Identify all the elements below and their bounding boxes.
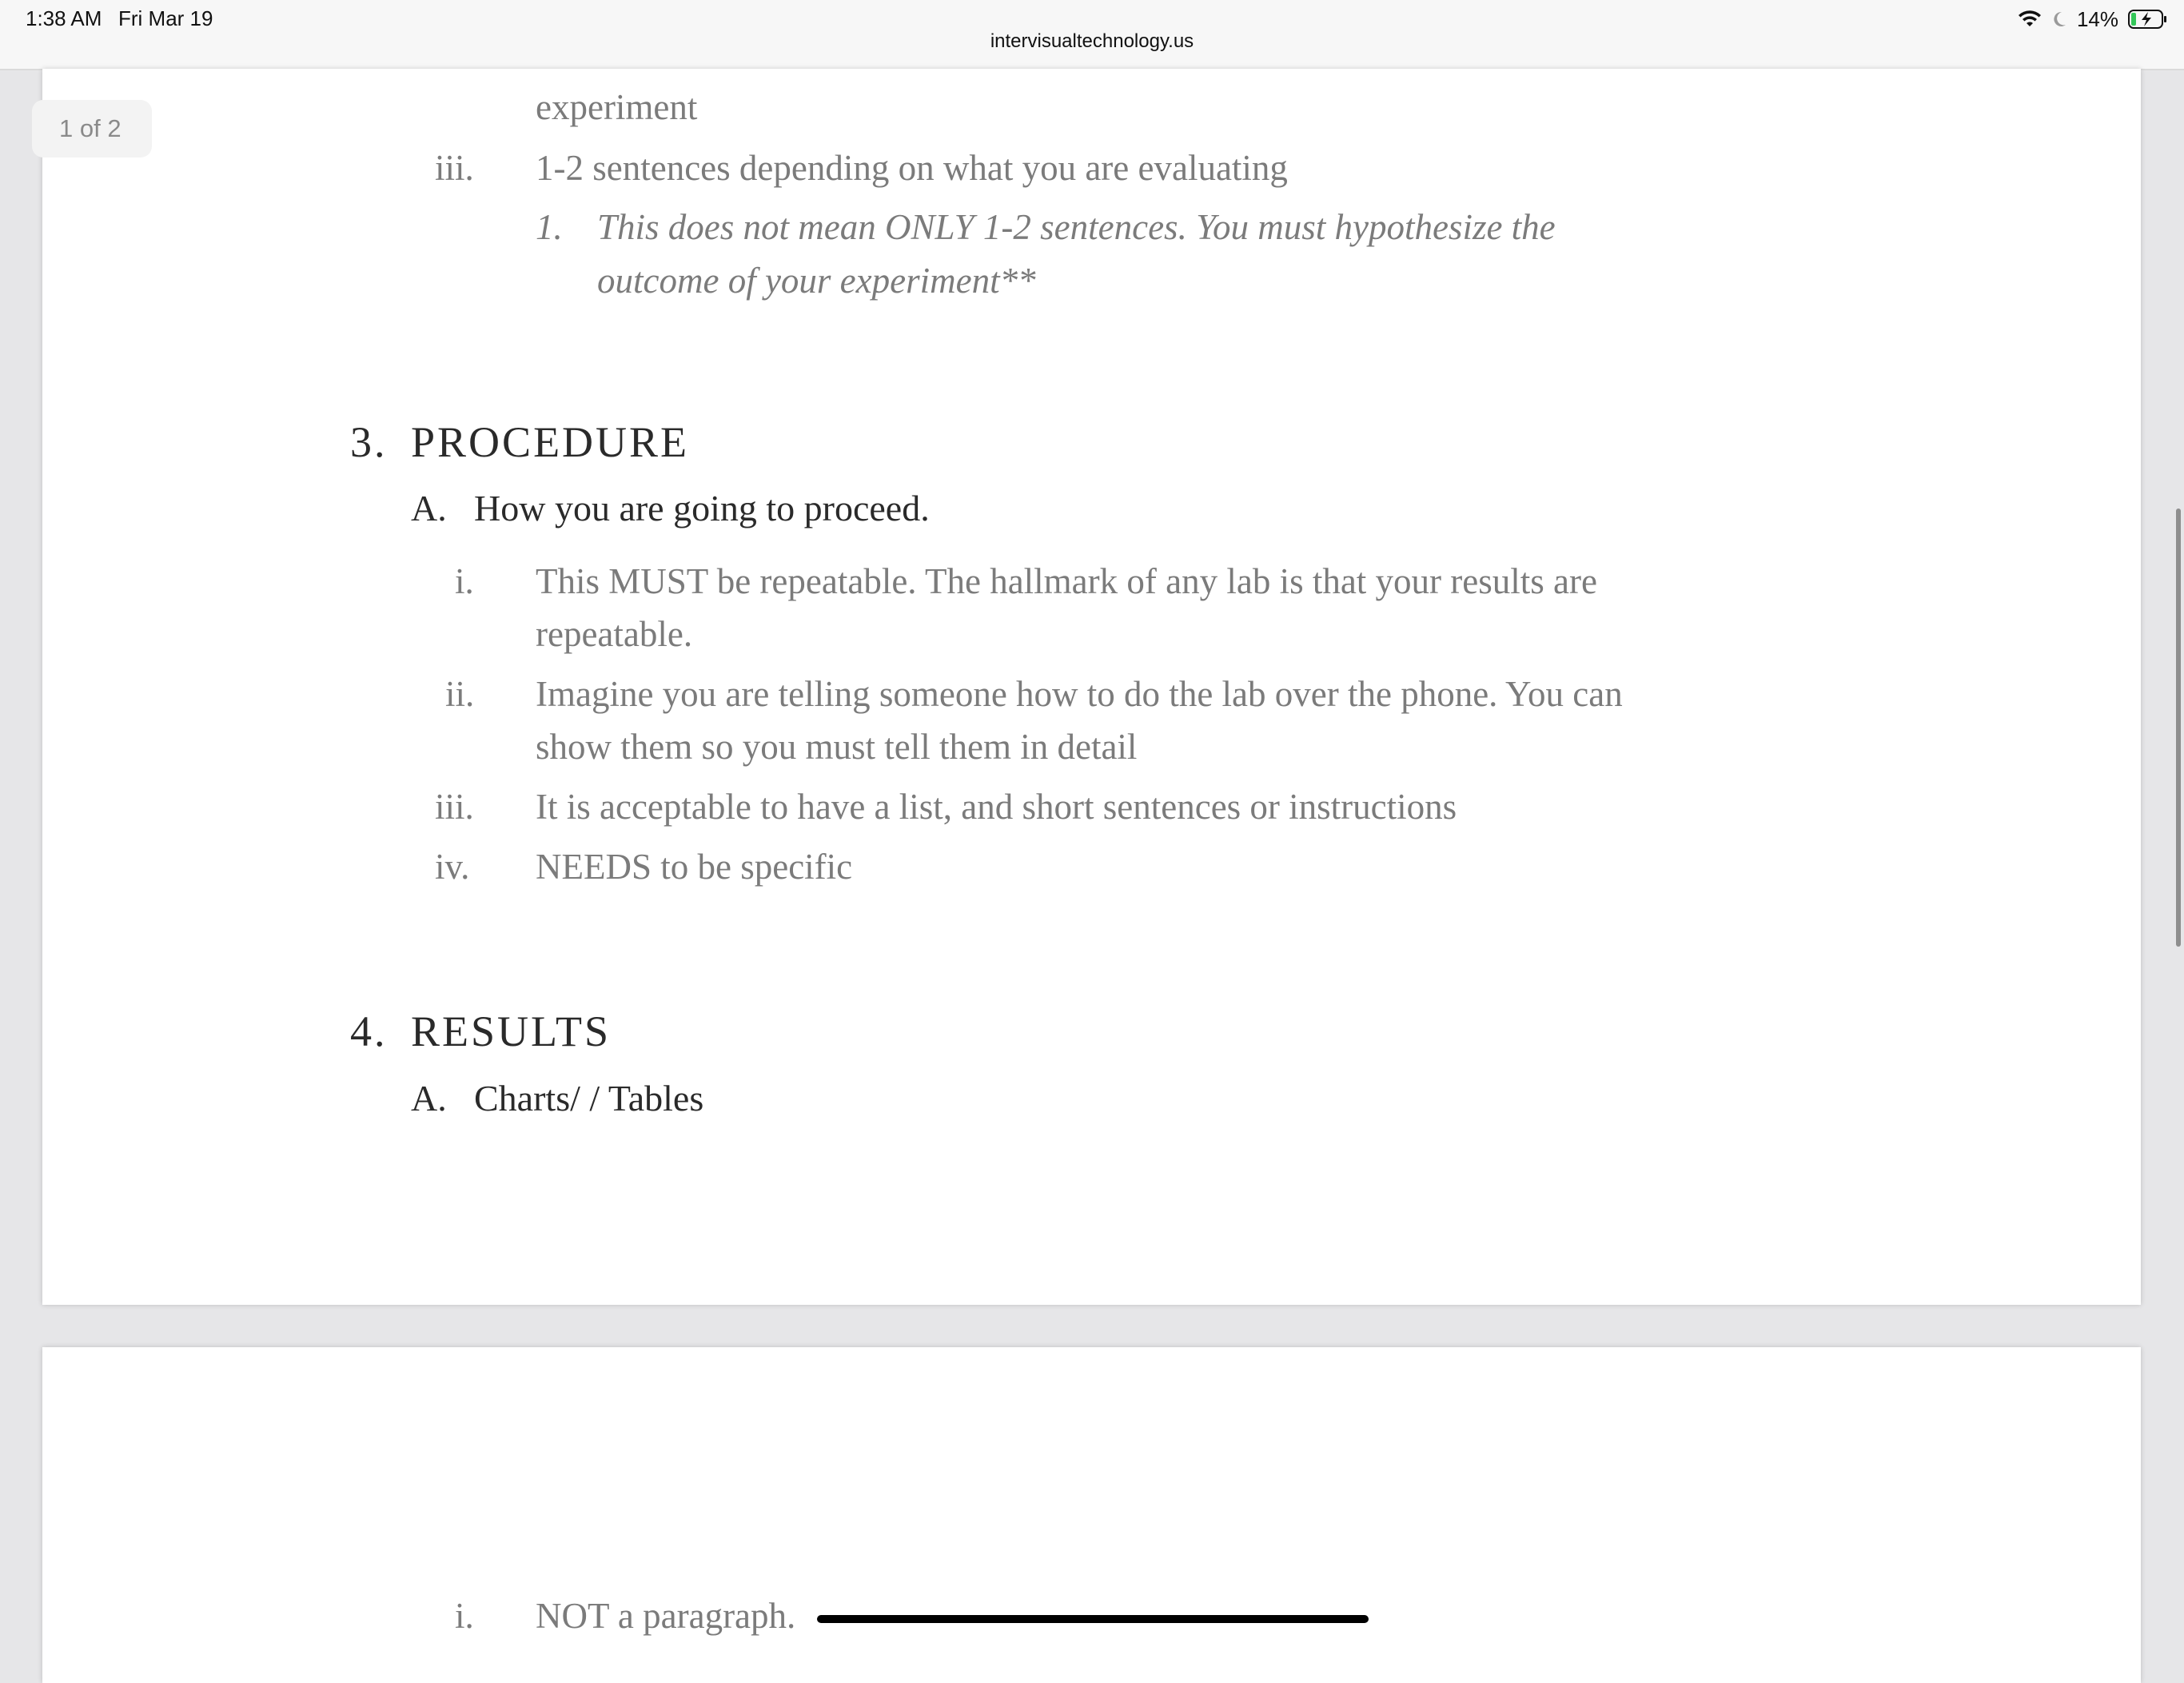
section-number: 3. xyxy=(350,418,388,466)
list-marker: iii. xyxy=(435,148,474,188)
hypothesis-item-text: 1-2 sentences depending on what you are evaluating xyxy=(536,148,1288,188)
status-date: Fri Mar 19 xyxy=(118,6,213,30)
wifi-icon xyxy=(2018,10,2042,28)
results-subheading: Charts/ / Tables xyxy=(474,1078,704,1119)
list-marker: iv. xyxy=(435,847,470,887)
home-indicator[interactable] xyxy=(817,1615,1369,1623)
list-marker: i. xyxy=(455,561,474,601)
continuation-text: experiment xyxy=(536,87,698,127)
battery-charging-icon xyxy=(2128,9,2168,30)
status-icons xyxy=(2018,5,2168,34)
list-marker: iii. xyxy=(435,787,474,827)
cut-off-line xyxy=(578,122,1617,136)
procedure-item-2-line-2: show them so you must tell them in detail xyxy=(536,727,1138,767)
note-line-2: outcome of your experiment** xyxy=(597,261,1036,301)
procedure-item-1-line-1: This MUST be repeatable. The hallmark of any lab is that your results are xyxy=(536,561,1597,601)
document-page-1 xyxy=(42,69,2141,1305)
section-number: 4. xyxy=(350,1007,388,1055)
list-marker: i. xyxy=(455,1596,474,1636)
sub-marker: A. xyxy=(411,488,447,528)
note-line-1: This does not mean ONLY 1-2 sentences. You must hypothesize the xyxy=(597,207,1556,247)
status-bar xyxy=(0,0,2184,70)
procedure-item-4: NEEDS to be specific xyxy=(536,847,853,887)
url-label[interactable]: intervisualtechnology.us xyxy=(990,30,1194,52)
section-title-results: RESULTS xyxy=(411,1007,612,1055)
note-marker: 1. xyxy=(536,207,563,247)
procedure-subheading: How you are going to proceed. xyxy=(474,488,930,528)
moon-icon xyxy=(2051,10,2067,28)
procedure-item-1-line-2: repeatable. xyxy=(536,614,693,654)
procedure-item-2-line-1: Imagine you are telling someone how to do the lab over the phone. You can xyxy=(536,674,1623,714)
scroll-indicator[interactable] xyxy=(2176,508,2181,947)
list-marker: ii. xyxy=(445,674,475,714)
document-page-2 xyxy=(42,1347,2141,1683)
section-title-procedure: PROCEDURE xyxy=(411,418,690,466)
status-time: 1:38 AM xyxy=(26,6,102,30)
page2-item-text: NOT a paragraph. xyxy=(536,1596,796,1636)
battery-percent: 14% xyxy=(2076,6,2118,31)
sub-marker: A. xyxy=(411,1078,447,1119)
procedure-item-3: It is acceptable to have a list, and short sentences or instructions xyxy=(536,787,1457,827)
page-counter: 1 of 2 xyxy=(32,100,152,158)
